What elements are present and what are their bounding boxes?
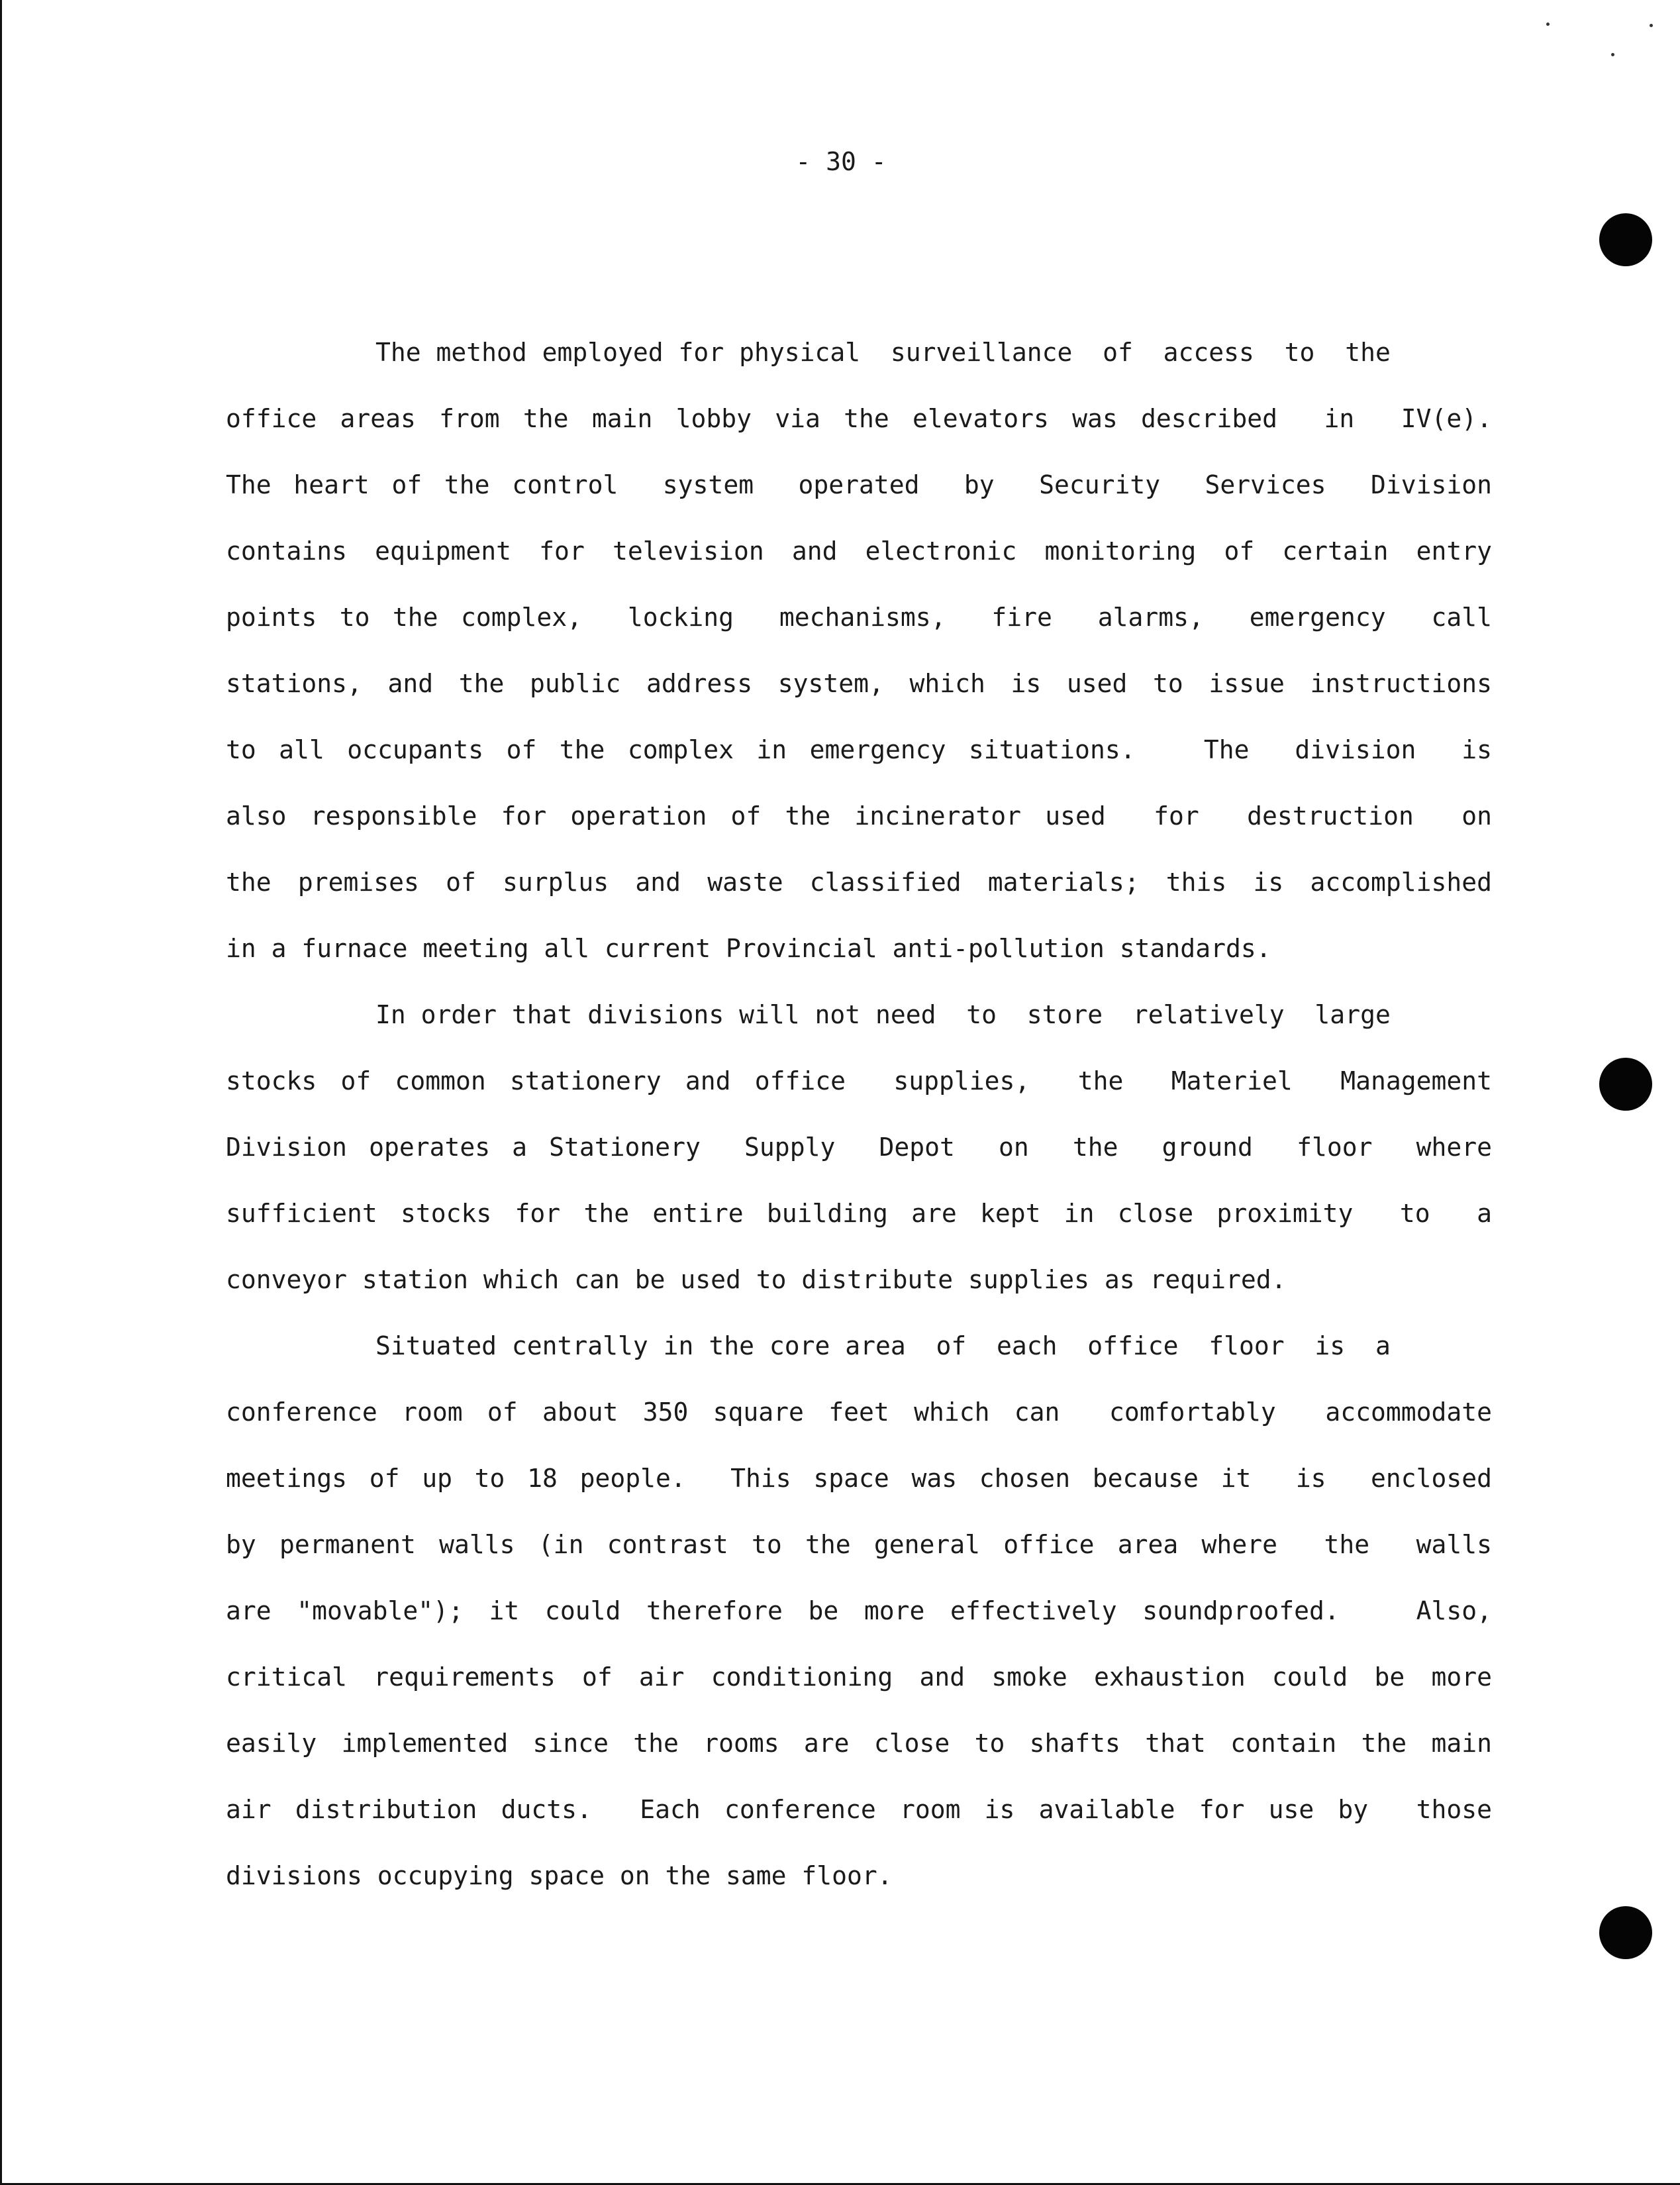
text-line: contains equipment for television and electronic monitoring of certain entry bbox=[226, 536, 1492, 566]
text-line: stations, and the public address system, which is used to issue instructions bbox=[226, 669, 1492, 698]
text-line: In order that divisions will not need to store relatively large bbox=[375, 1000, 1391, 1029]
text-line: stocks of common stationery and office supplies, the Materiel Management bbox=[226, 1066, 1492, 1095]
text-line: The method employed for physical surveillance of access to the bbox=[375, 338, 1391, 367]
paragraph-stationery bbox=[226, 992, 1492, 1323]
binder-hole bbox=[1599, 1906, 1652, 1959]
text-line: are "movable"); it could therefore be more effectively soundproofed. Also, bbox=[226, 1596, 1492, 1625]
text-line: office areas from the main lobby via the elevators was described in IV(e). bbox=[226, 404, 1492, 433]
text-line: points to the complex, locking mechanisms, fire alarms, emergency call bbox=[226, 603, 1492, 632]
paragraph-surveillance bbox=[226, 330, 1492, 992]
scan-speck bbox=[1546, 23, 1550, 26]
binder-hole bbox=[1599, 1058, 1652, 1111]
scan-speck bbox=[1611, 53, 1614, 56]
text-line: divisions occupying space on the same floor. bbox=[226, 1861, 893, 1890]
text-line: air distribution ducts. Each conference room is available for use by those bbox=[226, 1795, 1492, 1824]
scan-speck bbox=[1650, 24, 1653, 27]
text-line: to all occupants of the complex in emergency situations. The division is bbox=[226, 735, 1492, 764]
text-line: easily implemented since the rooms are close to shafts that contain the main bbox=[226, 1729, 1492, 1758]
body-text bbox=[226, 330, 1492, 1919]
paragraph-conference-room bbox=[226, 1323, 1492, 1919]
text-line: Situated centrally in the core area of each office floor is a bbox=[375, 1331, 1391, 1360]
binder-hole bbox=[1599, 213, 1652, 266]
text-line: in a furnace meeting all current Provincial anti-pollution standards. bbox=[226, 934, 1271, 963]
text-line: the premises of surplus and waste classified materials; this is accomplished bbox=[226, 868, 1492, 897]
page-number: - 30 - bbox=[795, 147, 887, 176]
text-line: conference room of about 350 square feet which can comfortably accommodate bbox=[226, 1397, 1492, 1427]
text-line: critical requirements of air conditioning and smoke exhaustion could be more bbox=[226, 1662, 1492, 1692]
text-line: sufficient stocks for the entire building are kept in close proximity to a bbox=[226, 1199, 1492, 1228]
text-line: Division operates a Stationery Supply Depot on the ground floor where bbox=[226, 1133, 1492, 1162]
text-line: The heart of the control system operated by Security Services Division bbox=[226, 470, 1492, 499]
text-line: conveyor station which can be used to distribute supplies as required. bbox=[226, 1265, 1287, 1294]
text-line: meetings of up to 18 people. This space was chosen because it is enclosed bbox=[226, 1464, 1492, 1493]
text-line: by permanent walls (in contrast to the general office area where the walls bbox=[226, 1530, 1492, 1559]
text-line: also responsible for operation of the incinerator used for destruction on bbox=[226, 801, 1492, 831]
